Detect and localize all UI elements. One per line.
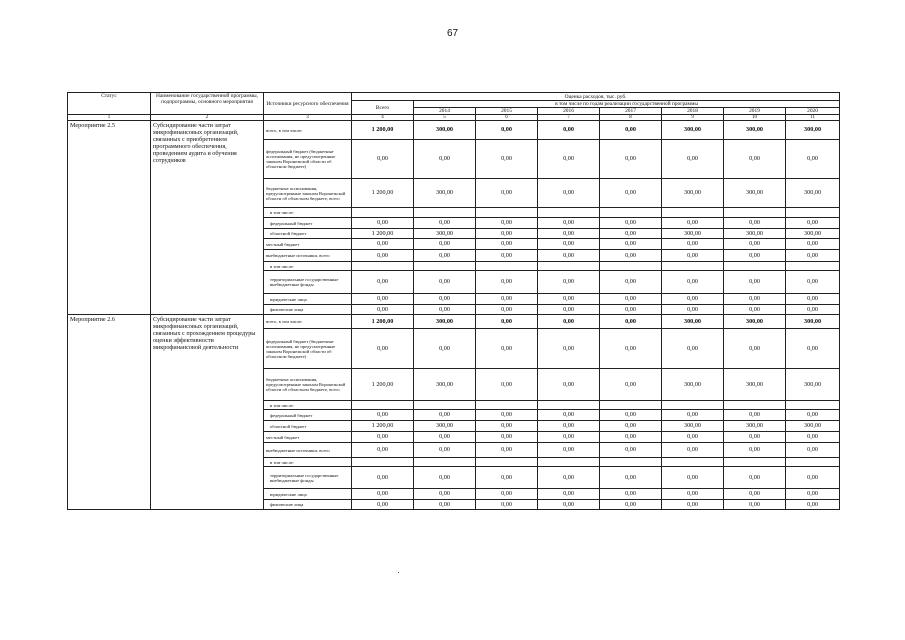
value-year [538,458,600,467]
funding-source: внебюджетные источники, всего [264,443,352,458]
value-year: 0,00 [476,369,538,401]
value-year: 0,00 [476,467,538,489]
column-number: 7 [538,115,600,121]
value-year: 0,00 [476,271,538,294]
value-year: 0,00 [662,500,724,510]
value-year: 300,00 [414,179,476,208]
value-year: 0,00 [662,305,724,315]
column-number: 3 [264,115,352,121]
value-year: 300,00 [414,315,476,329]
funding-source: физические лица [264,305,352,315]
value-year: 0,00 [538,250,600,262]
column-number: 2 [151,115,264,121]
value-year: 0,00 [786,329,840,369]
value-year [600,208,662,218]
value-year: 300,00 [786,121,840,140]
value-total: 1 200,00 [352,421,414,432]
value-year: 0,00 [600,294,662,305]
value-year [538,262,600,271]
value-year: 0,00 [476,121,538,140]
value-year: 0,00 [538,140,600,179]
value-year: 0,00 [538,315,600,329]
value-year [724,208,786,218]
funding-source: бюджетные ассигнования, предусмотренные законом Воронежской области об областном бюджете, всего [264,179,352,208]
value-year: 300,00 [724,315,786,329]
value-year: 0,00 [662,250,724,262]
value-total: 0,00 [352,432,414,443]
header-year: 2015 [476,108,538,115]
funding-source: местный бюджет [264,239,352,250]
column-number: 1 [68,115,151,121]
column-number: 4 [352,115,414,121]
value-year: 0,00 [600,239,662,250]
value-year: 300,00 [724,229,786,239]
value-total: 0,00 [352,294,414,305]
value-year: 0,00 [538,443,600,458]
value-year: 0,00 [724,432,786,443]
value-year: 0,00 [724,467,786,489]
value-year [414,262,476,271]
value-year: 0,00 [414,218,476,229]
value-year: 0,00 [600,250,662,262]
value-year: 0,00 [786,294,840,305]
value-year [414,208,476,218]
value-year: 300,00 [414,229,476,239]
value-year: 0,00 [662,271,724,294]
value-year: 0,00 [662,432,724,443]
value-year: 0,00 [538,179,600,208]
value-year [414,458,476,467]
value-year: 0,00 [476,421,538,432]
value-year [476,401,538,410]
header-year: 2020 [786,108,840,115]
value-year: 0,00 [600,229,662,239]
value-total: 0,00 [352,239,414,250]
value-year: 0,00 [414,500,476,510]
column-number: 9 [662,115,724,121]
value-year [476,208,538,218]
value-total [352,458,414,467]
value-year: 0,00 [786,500,840,510]
value-year: 0,00 [724,489,786,500]
value-year: 0,00 [414,467,476,489]
funding-source: юридические лица [264,294,352,305]
value-year: 0,00 [662,410,724,421]
value-year: 300,00 [724,421,786,432]
value-year: 0,00 [414,329,476,369]
value-year: 0,00 [600,467,662,489]
value-year: 0,00 [600,121,662,140]
value-year: 300,00 [724,121,786,140]
value-year: 0,00 [724,239,786,250]
value-year: 0,00 [414,271,476,294]
value-year: 0,00 [662,294,724,305]
value-year: 0,00 [662,443,724,458]
measure-name: Субсидирование части затрат микрофинансовых организаций, связанных с прохождением процедуры оценки эффективности микрофинансовой деятельности [151,315,264,510]
funding-source: территориальные государственные внебюджетные фонды [264,271,352,294]
value-year: 0,00 [724,140,786,179]
column-number: 11 [786,115,840,121]
value-year: 0,00 [538,421,600,432]
value-year: 0,00 [600,500,662,510]
value-year [538,208,600,218]
value-year: 300,00 [786,421,840,432]
value-year: 0,00 [786,250,840,262]
value-year: 0,00 [538,489,600,500]
value-year [538,401,600,410]
value-year: 0,00 [414,443,476,458]
value-year: 0,00 [476,315,538,329]
value-year [662,208,724,218]
value-total: 1 200,00 [352,229,414,239]
header-source: Источники ресурсного обеспечения [264,93,352,115]
value-total: 0,00 [352,467,414,489]
value-year [662,458,724,467]
header-year: 2019 [724,108,786,115]
value-year [600,401,662,410]
table-row [68,315,840,329]
value-year: 300,00 [662,421,724,432]
value-year: 0,00 [724,410,786,421]
value-total: 1 200,00 [352,179,414,208]
value-year: 0,00 [476,239,538,250]
funding-source: внебюджетные источники, всего [264,250,352,262]
value-year: 300,00 [414,121,476,140]
value-year: 0,00 [662,239,724,250]
value-year: 0,00 [538,239,600,250]
value-total: 0,00 [352,489,414,500]
value-total [352,208,414,218]
value-total [352,262,414,271]
value-year: 0,00 [414,250,476,262]
value-year: 0,00 [538,369,600,401]
funding-source: федеральный бюджет (бюджетные ассигнования, не предусмотренные законом Воронежской области об областном бюджете) [264,329,352,369]
value-year: 0,00 [662,218,724,229]
measure-status: Мероприятие 2.5 [68,121,151,315]
value-year: 0,00 [786,218,840,229]
value-year [662,401,724,410]
column-number: 5 [414,115,476,121]
table-row [68,121,840,140]
value-year [476,262,538,271]
value-year: 0,00 [538,467,600,489]
value-year: 300,00 [662,229,724,239]
value-year [786,401,840,410]
funding-source: в том числе: [264,262,352,271]
value-year: 0,00 [600,489,662,500]
value-year [600,458,662,467]
value-year [600,262,662,271]
value-year: 0,00 [538,218,600,229]
value-total [352,401,414,410]
value-total: 0,00 [352,410,414,421]
value-year: 0,00 [786,432,840,443]
value-year: 0,00 [476,432,538,443]
value-year: 0,00 [476,500,538,510]
value-total: 0,00 [352,218,414,229]
value-year: 0,00 [786,467,840,489]
value-year: 300,00 [662,369,724,401]
value-year: 0,00 [476,218,538,229]
column-number: 8 [600,115,662,121]
value-year: 0,00 [538,229,600,239]
funding-source: физические лица [264,500,352,510]
value-year [662,262,724,271]
funding-source: в том числе: [264,208,352,218]
value-year: 0,00 [538,121,600,140]
value-year: 0,00 [414,489,476,500]
value-year: 0,00 [600,140,662,179]
value-total: 0,00 [352,443,414,458]
value-year: 0,00 [476,294,538,305]
value-total: 0,00 [352,250,414,262]
funding-source: местный бюджет [264,432,352,443]
funding-source: юридические лица [264,489,352,500]
measure-name: Субсидирование части затрат микрофинансовых организаций, связанных с приобретением программного обеспечения, проведением аудита и обучения сотрудников [151,121,264,315]
value-year: 300,00 [786,229,840,239]
value-year: 0,00 [538,271,600,294]
value-year: 300,00 [786,369,840,401]
value-total: 1 200,00 [352,121,414,140]
value-year: 0,00 [724,443,786,458]
value-year: 0,00 [724,305,786,315]
value-year [786,262,840,271]
value-year: 0,00 [786,410,840,421]
value-year: 0,00 [600,369,662,401]
value-year: 0,00 [662,489,724,500]
value-total: 0,00 [352,271,414,294]
value-year: 0,00 [476,250,538,262]
expense-table [67,92,840,510]
value-year: 300,00 [414,369,476,401]
value-year: 0,00 [538,305,600,315]
value-year [414,401,476,410]
value-year: 0,00 [538,329,600,369]
value-year: 0,00 [414,140,476,179]
value-year: 0,00 [786,239,840,250]
value-year: 0,00 [476,179,538,208]
funding-source: федеральный бюджет [264,410,352,421]
value-year: 0,00 [476,140,538,179]
value-year [786,208,840,218]
value-year: 300,00 [662,179,724,208]
value-year: 0,00 [414,432,476,443]
value-year: 0,00 [600,421,662,432]
value-year: 0,00 [600,305,662,315]
funding-source: федеральный бюджет [264,218,352,229]
funding-source: областной бюджет [264,229,352,239]
value-year: 0,00 [414,305,476,315]
funding-source: в том числе: [264,401,352,410]
value-year: 0,00 [786,443,840,458]
value-year [786,458,840,467]
value-year: 0,00 [600,432,662,443]
funding-source: всего, в том числе: [264,315,352,329]
page-number: 67 [446,28,459,39]
value-year: 300,00 [662,121,724,140]
value-year: 300,00 [724,369,786,401]
column-number: 10 [724,115,786,121]
funding-source: в том числе: [264,458,352,467]
funding-source: федеральный бюджет (бюджетные ассигнования, не предусмотренные законом Воронежской области об областном бюджете) [264,140,352,179]
value-year: 0,00 [724,294,786,305]
value-year: 0,00 [724,250,786,262]
value-year: 0,00 [600,271,662,294]
header-year: 2014 [414,108,476,115]
value-year: 0,00 [786,489,840,500]
value-year [476,458,538,467]
header-total: Всего [352,101,414,115]
value-year: 0,00 [724,271,786,294]
column-number: 6 [476,115,538,121]
value-year: 300,00 [414,421,476,432]
header-name: Наименование государственной программы, подпрограммы, основного мероприятия [151,93,264,115]
value-year: 0,00 [538,410,600,421]
measure-status: Мероприятие 2.6 [68,315,151,510]
value-year: 0,00 [600,179,662,208]
funding-source: всего, в том числе: [264,121,352,140]
funding-source: бюджетные ассигнования, предусмотренные законом Воронежской области об областном бюджете, всего [264,369,352,401]
value-year: 0,00 [786,271,840,294]
scan-dot [398,572,399,573]
value-year: 0,00 [414,294,476,305]
value-year: 300,00 [786,179,840,208]
value-year: 0,00 [476,410,538,421]
value-year: 0,00 [786,140,840,179]
value-total: 1 200,00 [352,369,414,401]
value-total: 0,00 [352,305,414,315]
header-year: 2018 [662,108,724,115]
value-year: 0,00 [476,443,538,458]
value-total: 0,00 [352,140,414,179]
value-year: 0,00 [600,329,662,369]
value-year: 0,00 [724,500,786,510]
value-year [724,458,786,467]
value-year: 0,00 [600,315,662,329]
value-year: 0,00 [662,467,724,489]
value-year [724,262,786,271]
value-year: 300,00 [786,315,840,329]
value-year: 0,00 [414,239,476,250]
value-year [724,401,786,410]
value-year: 0,00 [538,294,600,305]
header-year: 2017 [600,108,662,115]
value-year: 0,00 [476,489,538,500]
value-year: 0,00 [414,410,476,421]
value-year: 0,00 [600,410,662,421]
value-total: 1 200,00 [352,315,414,329]
header-status: Статус [68,93,151,115]
header-estimate: Оценка расходов, тыс. руб. [352,93,840,101]
value-year: 0,00 [600,443,662,458]
header-by-year: в том числе по годам реализации государственной программы [414,101,840,108]
value-year: 0,00 [662,329,724,369]
value-total: 0,00 [352,500,414,510]
funding-source: территориальные государственные внебюджетные фонды [264,467,352,489]
value-year: 300,00 [724,179,786,208]
value-year: 0,00 [724,218,786,229]
value-total: 0,00 [352,329,414,369]
value-year: 0,00 [724,329,786,369]
value-year: 0,00 [786,305,840,315]
value-year: 0,00 [476,329,538,369]
value-year: 0,00 [476,229,538,239]
header-year: 2016 [538,108,600,115]
value-year: 0,00 [476,305,538,315]
value-year: 300,00 [662,315,724,329]
value-year: 0,00 [600,218,662,229]
value-year: 0,00 [538,432,600,443]
value-year: 0,00 [538,500,600,510]
funding-source: областной бюджет [264,421,352,432]
value-year: 0,00 [662,140,724,179]
